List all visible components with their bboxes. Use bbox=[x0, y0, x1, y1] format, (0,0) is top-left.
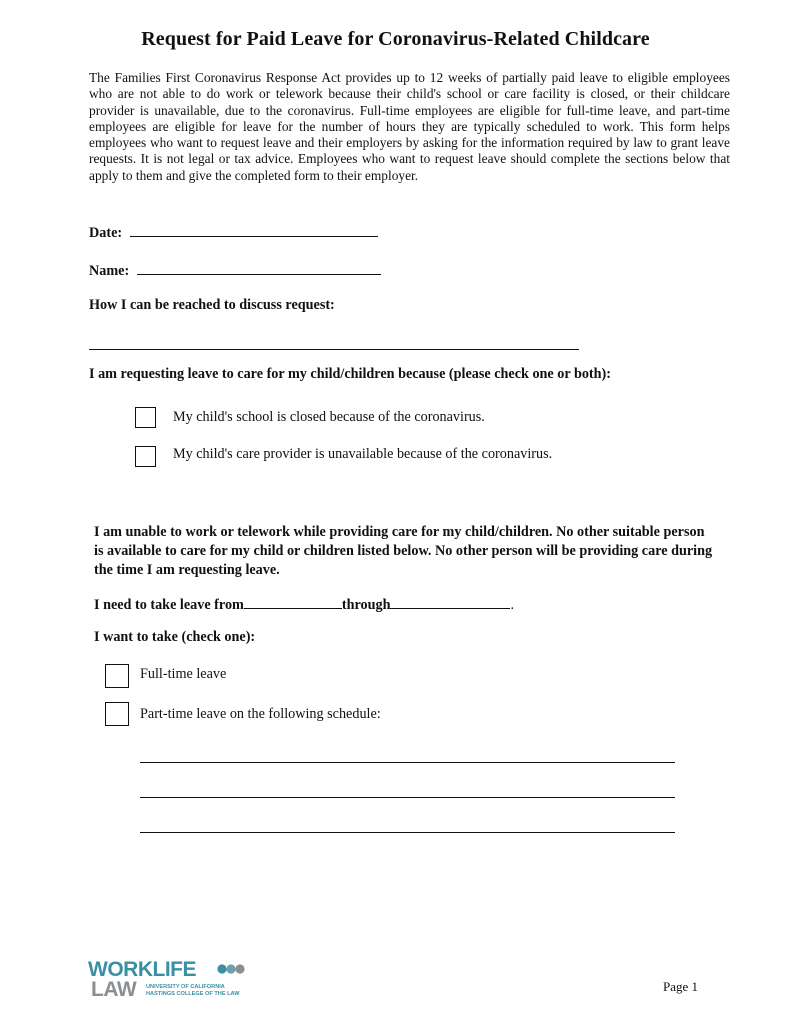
logo-dot-2 bbox=[226, 964, 235, 973]
logo-dot-1 bbox=[217, 964, 226, 973]
date-label: Date: bbox=[89, 225, 123, 241]
name-label: Name: bbox=[89, 263, 130, 279]
logo-sub-2: HASTINGS COLLEGE OF THE LAW bbox=[146, 991, 240, 997]
leave-from-field[interactable] bbox=[244, 595, 342, 609]
school-closed-label: My child's school is closed because of the coronavirus. bbox=[173, 409, 485, 425]
contact-field[interactable] bbox=[89, 349, 579, 350]
contact-label: How I can be reached to discuss request: bbox=[89, 297, 335, 313]
page-number: Page 1 bbox=[663, 979, 699, 994]
leave-dates-period: . bbox=[510, 597, 515, 613]
statement-paragraph: I am unable to work or telework while providing care for my child/children. No other suitable person is available to care for my child or children listed below. No other person will be providing care during the time I am requesting leave. bbox=[94, 524, 713, 578]
worklife-law-logo bbox=[88, 957, 248, 1001]
leave-through-field[interactable] bbox=[390, 595, 510, 609]
intro-paragraph: The Families First Coronavirus Response Act provides up to 12 weeks of partially paid leave to eligible employees who are not able to do work or telework because their child's school or care facility is closed, or their childcare provider is unavailable, due to the coronavirus. Full-time employees are eligible for full-time leave, and part-time employees are eligible for leave for the number of hours they are typically scheduled to work. This form helps employees who want to request leave and their employers by asking for the information required by law to grant leave requests. It is not legal or tax advice. Employees who want to request leave should complete the sections below that apply to them and give the completed form to their employer. bbox=[89, 70, 730, 183]
part-time-label: Part-time leave on the following schedule: bbox=[140, 706, 381, 722]
date-row bbox=[89, 223, 378, 242]
reason-prompt: I am requesting leave to care for my child/children because (please check one or both): bbox=[89, 366, 611, 382]
logo-dot-3 bbox=[235, 964, 244, 973]
logo-sub-1: UNIVERSITY OF CALIFORNIA bbox=[146, 984, 225, 990]
provider-unavailable-label: My child's care provider is unavailable because of the coronavirus. bbox=[173, 446, 553, 462]
part-time-checkbox[interactable] bbox=[105, 702, 129, 726]
schedule-line-1[interactable] bbox=[140, 762, 675, 763]
leave-dates-row bbox=[94, 595, 514, 614]
schedule-line-2[interactable] bbox=[140, 797, 675, 798]
date-field[interactable] bbox=[130, 223, 378, 237]
logo-law-text: LAW bbox=[91, 978, 137, 1001]
name-field[interactable] bbox=[137, 261, 381, 275]
leave-type-prompt: I want to take (check one): bbox=[94, 629, 256, 645]
provider-unavailable-checkbox[interactable] bbox=[135, 446, 156, 467]
name-row bbox=[89, 261, 381, 280]
page-title: Request for Paid Leave for Coronavirus-Related Childcare bbox=[141, 28, 650, 50]
logo-worklife-text: WORKLIFE bbox=[88, 958, 196, 981]
full-time-label: Full-time leave bbox=[140, 666, 227, 682]
school-closed-checkbox[interactable] bbox=[135, 407, 156, 428]
schedule-line-3[interactable] bbox=[140, 832, 675, 833]
leave-from-label: I need to take leave from bbox=[94, 597, 244, 613]
leave-through-label: through bbox=[341, 597, 391, 613]
full-time-checkbox[interactable] bbox=[105, 664, 129, 688]
